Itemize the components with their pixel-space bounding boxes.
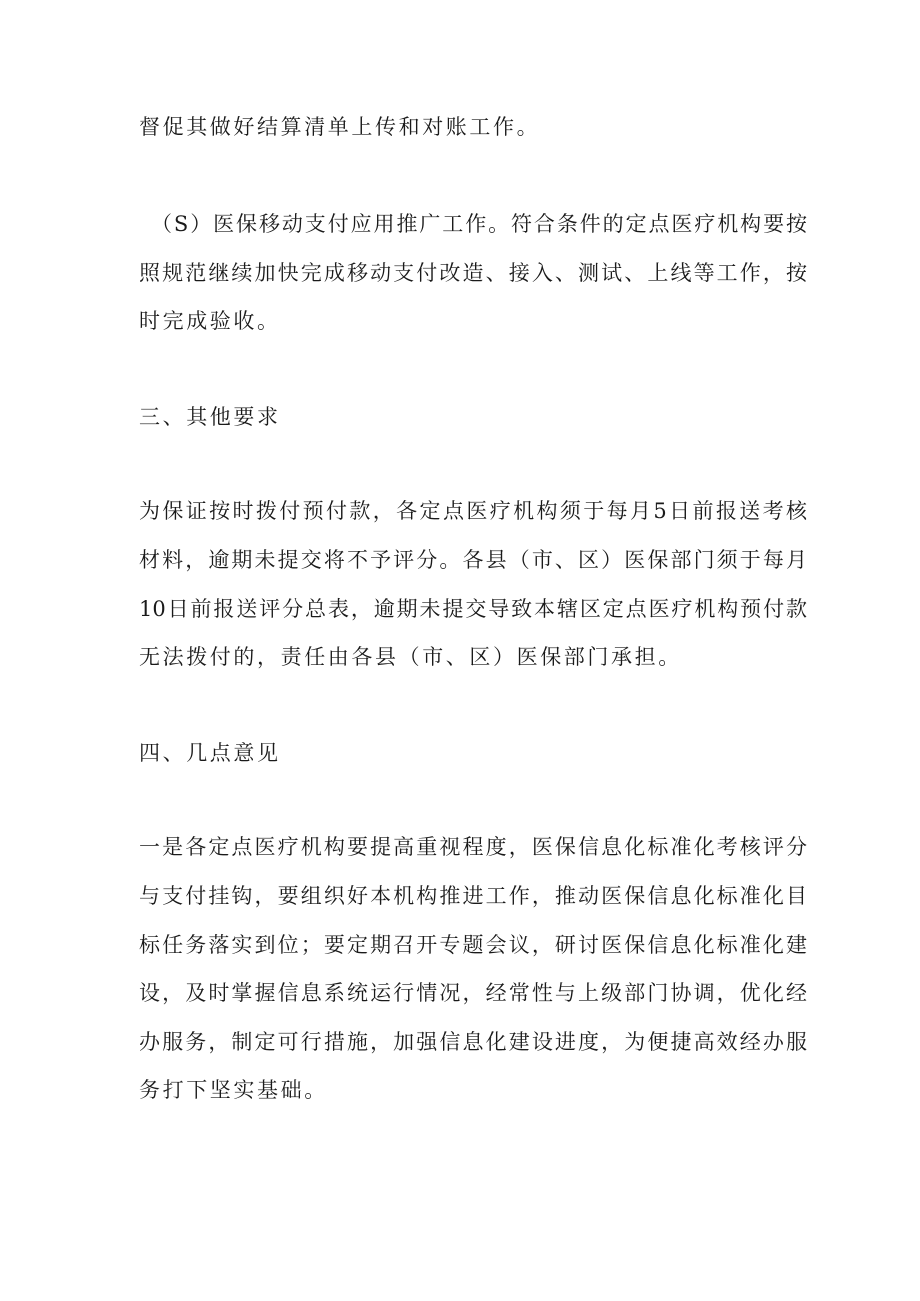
paragraph-line: 设，及时掌握信息系统运行情况，经常性与上级部门协调，优化经 — [139, 981, 807, 1005]
paragraph-line: 标任务落实到位；要定期召开专题会议，研讨医保信息化标准化建 — [139, 933, 807, 957]
paragraph-line: 为保证按时拨付预付款，各定点医疗机构须于每月5日前报送考核 — [139, 499, 807, 523]
section-heading: 四、几点意见 — [139, 741, 281, 765]
paragraph-line: 务打下坚实基础。 — [139, 1078, 328, 1102]
section-heading: 三、其他要求 — [139, 405, 281, 429]
paragraph-line: 一是各定点医疗机构要提高重视程度，医保信息化标准化考核评分 — [139, 835, 807, 859]
paragraph-line: 照规范继续加快完成移动支付改造、接入、测试、上线等工作，按 — [139, 261, 807, 285]
paragraph-line: 办服务，制定可行措施，加强信息化建设进度，为便捷高效经办服 — [139, 1030, 807, 1054]
paragraph-line: 10日前报送评分总表，逾期未提交导致本辖区定点医疗机构预付款 — [139, 597, 807, 621]
paragraph-line: 督促其做好结算清单上传和对账工作。 — [139, 115, 541, 139]
paragraph-line: 无法拨付的，责任由各县（市、区）医保部门承担。 — [139, 645, 682, 669]
paragraph-line: 与支付挂钩，要组织好本机构推进工作，推动医保信息化标准化目 — [139, 884, 807, 908]
paragraph-line: 时完成验收。 — [139, 309, 281, 333]
paragraph-line: （S）医保移动支付应用推广工作。符合条件的定点医疗机构要按 — [151, 212, 807, 236]
paragraph-line: 材料，逾期未提交将不予评分。各县（市、区）医保部门须于每月 — [139, 548, 807, 572]
